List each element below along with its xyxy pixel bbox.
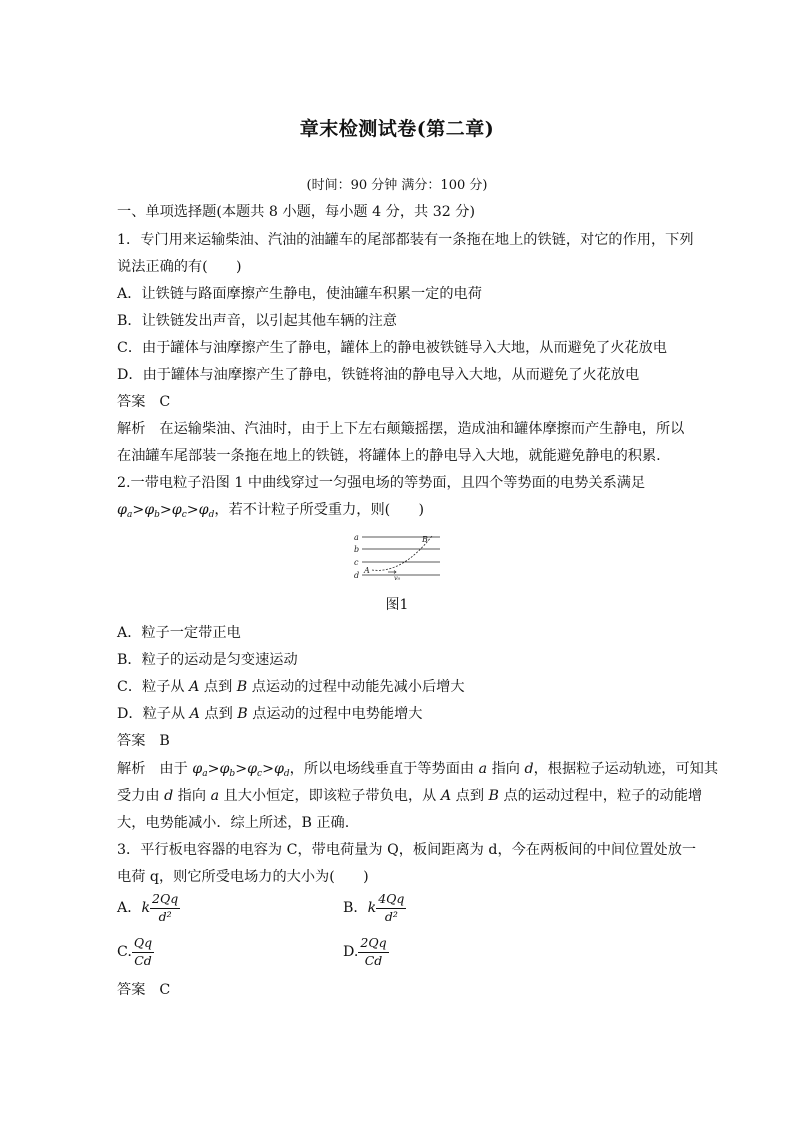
q1-option-a: A．让铁链与路面摩擦产生静电，使油罐车积累一定的电荷 <box>117 286 482 302</box>
q2-option-d-post: 点运动的过程中电势能增大 <box>247 706 423 722</box>
q2-stem-line2 <box>117 499 424 520</box>
q3-option-b: B．k $\frac{4Qq}{\text{d²}}$ <box>343 891 405 924</box>
point-a: A <box>189 679 200 695</box>
answer-value: B <box>159 733 170 749</box>
figure-caption: 图1 <box>385 597 409 613</box>
q2-option-d-pre: D．粒子从 <box>117 706 190 722</box>
q1-analysis-line1 <box>117 418 684 438</box>
q2-option-c-post: 点运动的过程中动能先减小后增大 <box>247 679 465 695</box>
q2-analysis-line3: 大，电势能减小．综上所述，B 正确. <box>117 815 350 831</box>
analysis-text: 在运输柴油、汽油时，由于上下左右颠簸摇摆，造成油和罐体摩擦而产生静电，所以 <box>159 421 685 437</box>
answer-value: C <box>159 394 171 410</box>
answer-value: C <box>159 982 171 998</box>
q2-analysis-line2: 受力由 d 指向 a 且大小恒定，即该粒子带负电，从 A 点到 B 点的运动过程中，粒子的动能增 <box>117 788 703 804</box>
section-heading: 一、单项选择题(本题共 8 小题，每小题 4 分，共 32 分) <box>117 204 475 220</box>
analysis-label: 解析 <box>117 421 146 437</box>
potential-relation: $\varphi_a>\varphi_b>\varphi_c>\varphi_d$ <box>117 502 215 520</box>
fraction-c: $\frac{Qq}{Cd}$ <box>133 935 153 968</box>
q2-stem-line1: 2.一带电粒子沿图 1 中曲线穿过一匀强电场的等势面，且四个等势面的电势关系满足 <box>117 475 646 491</box>
analysis-relation: 由于 $\varphi_a>\varphi_b>\varphi_c>\varphi_d$ <box>159 761 290 779</box>
q1-stem-line2: 说法正确的有( ) <box>117 259 242 275</box>
page-title: 章末检测试卷(第二章) <box>299 118 495 140</box>
q1-stem-line1: 1．专门用来运输柴油、汽油的油罐车的尾部都装有一条拖在地上的铁链，对它的作用，下列 <box>117 232 694 248</box>
analysis-label: 解析 <box>117 761 146 777</box>
q1-option-d: D．由于罐体与油摩擦产生了静电，铁链将油的静电导入大地，从而避免了火花放电 <box>117 367 640 383</box>
q2-answer <box>117 730 170 750</box>
q2-option-d: D．粒子从 A 点到 B 点运动的过程中电势能增大 <box>117 706 423 722</box>
fraction-b: $\frac{4Qq}{\text{d²}}$ <box>378 891 405 924</box>
point-b: B <box>236 679 248 695</box>
q2-option-a: A．粒子一定带正电 <box>117 625 241 641</box>
label-v0: v₀ <box>394 574 401 582</box>
equipotential-figure <box>352 532 444 582</box>
q3-option-a: A．k $\frac{2Qq}{\text{d²}}$ <box>117 891 179 924</box>
exam-meta: (时间：90 分钟 满分：100 分) <box>306 178 488 193</box>
label-point-b: B <box>422 535 428 544</box>
fraction-d: $\frac{2Qq}{Cd}$ <box>360 935 387 968</box>
label-c: c <box>354 558 359 567</box>
label-point-a: A <box>364 566 370 575</box>
q2-option-c <box>117 676 465 696</box>
answer-label: 答案 <box>117 394 146 410</box>
q2-option-c-mid: 点到 <box>199 679 237 695</box>
q1-option-b: B．让铁链发出声音，以引起其他车辆的注意 <box>117 313 397 329</box>
q2-option-c-pre: C．粒子从 <box>117 679 190 695</box>
label-d: d <box>354 571 360 580</box>
q2-option-b: B．粒子的运动是匀变速运动 <box>117 652 298 668</box>
q1-analysis-line2: 在油罐车尾部装一条拖在地上的铁链，将罐体上的静电导入大地，就能避免静电的积累. <box>117 448 661 464</box>
q2-stem-tail: ，若不计粒子所受重力，则( ) <box>214 502 425 518</box>
answer-label: 答案 <box>117 733 146 749</box>
q1-option-c: C．由于罐体与油摩擦产生了静电，罐体上的静电被铁链导入大地，从而避免了火花放电 <box>117 340 667 356</box>
fraction-a: $\frac{2Qq}{\text{d²}}$ <box>152 891 179 924</box>
q3-stem-line1: 3．平行板电容器的电容为 C，带电荷量为 Q，板间距离为 d，今在两板间的中间位置处放一 <box>117 842 697 858</box>
q3-answer <box>117 979 170 999</box>
q3-option-d: D. $\frac{2Qq}{Cd}$ <box>343 935 387 968</box>
q2-analysis-line1: 解析 由于 $\varphi_a>\varphi_b>\varphi_c>\varphi_d$，所以电场线垂直于等势面由 a 指向 d，根据粒子运动轨迹，可知其 <box>117 761 719 779</box>
q3-stem-line2: 电荷 q，则它所受电场力的大小为( ) <box>117 869 369 885</box>
q2-option-d-mid: 点到 <box>199 706 238 722</box>
q1-answer <box>117 391 170 411</box>
label-a: a <box>354 533 359 542</box>
label-b: b <box>354 545 360 554</box>
q3-option-c: C. $\frac{Qq}{Cd}$ <box>117 935 153 968</box>
answer-label: 答案 <box>117 982 146 998</box>
